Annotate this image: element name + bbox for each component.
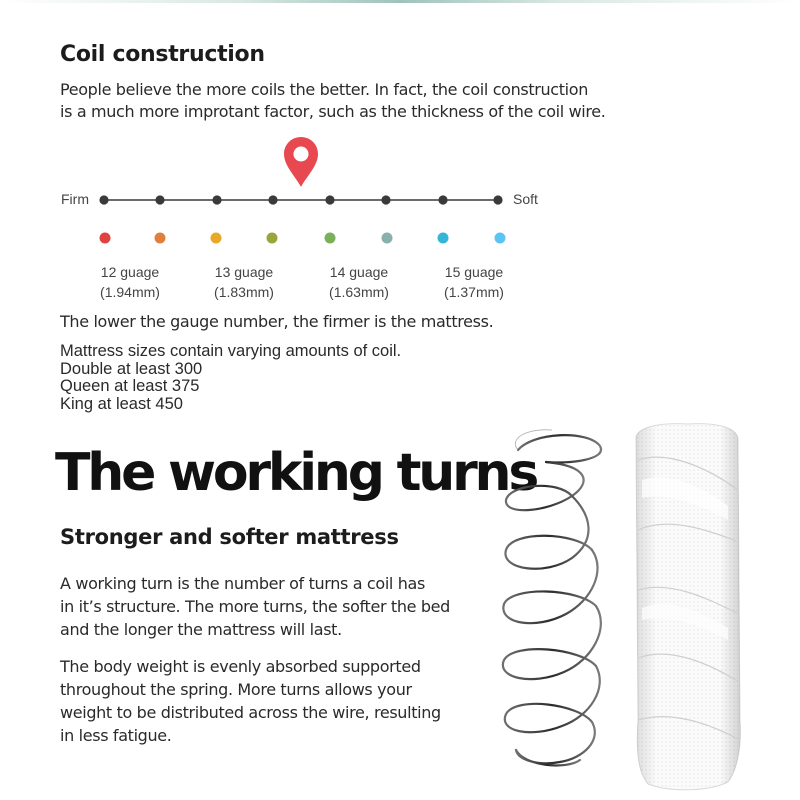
coil-spring-illustration	[488, 420, 618, 790]
paragraph-line: weight to be distributed across the wire, resulting	[60, 703, 441, 722]
intro-line: is a much more improtant factor, such as the thickness of the coil wire.	[60, 102, 606, 121]
gauge-thickness: (1.94mm)	[100, 284, 160, 300]
working-turns-subtitle: Stronger and softer mattress	[60, 525, 399, 549]
gauge-label-12	[94, 262, 166, 302]
gauge-color-dot	[382, 233, 393, 244]
gauge-number: 13 guage	[214, 264, 274, 280]
intro-line: People believe the more coils the better. In fact, the coil construction	[60, 80, 588, 99]
mattress-sizes	[60, 343, 401, 413]
gauge-note	[60, 311, 493, 333]
coil-construction-heading: Coil construction	[60, 42, 265, 67]
paragraph-line: in less fatigue.	[60, 726, 172, 745]
scale-firm-label: Firm	[61, 191, 89, 207]
gauge-note-text: The lower the gauge number, the firmer is the mattress.	[60, 312, 494, 331]
gauge-color-dot	[438, 233, 449, 244]
scale-node	[438, 195, 447, 204]
paragraph-line: and the longer the mattress will last.	[60, 620, 342, 639]
paragraph-line: throughout the spring. More turns allows your	[60, 680, 412, 699]
working-turns-paragraph-1	[60, 572, 450, 641]
working-turns-title: The working turns	[55, 443, 537, 503]
gauge-label-14	[323, 262, 395, 302]
size-item-double: Double at least 300	[60, 359, 203, 378]
scale-node	[212, 195, 221, 204]
gauge-color-dot	[495, 233, 506, 244]
scale-node	[381, 195, 390, 204]
sizes-intro: Mattress sizes contain varying amounts of coil.	[60, 342, 402, 360]
paragraph-line: in it’s structure. The more turns, the softer the bed	[60, 597, 450, 616]
gauge-thickness: (1.63mm)	[329, 284, 389, 300]
gauge-color-dot	[325, 233, 336, 244]
gauge-thickness: (1.83mm)	[214, 284, 274, 300]
paragraph-line: A working turn is the number of turns a coil has	[60, 574, 425, 593]
gauge-label-15	[438, 262, 510, 302]
gauge-number: 15 guage	[444, 264, 504, 280]
gauge-label-13	[208, 262, 280, 302]
gauge-color-dot	[100, 233, 111, 244]
paragraph-line: The body weight is evenly absorbed supported	[60, 657, 421, 676]
pocket-coil-illustration	[628, 420, 748, 792]
gauge-number: 14 guage	[329, 264, 389, 280]
location-pin-icon	[284, 137, 318, 187]
gauge-thickness: (1.37mm)	[444, 284, 504, 300]
size-item-king: King at least 450	[60, 394, 183, 413]
gauge-color-dot	[211, 233, 222, 244]
scale-node	[325, 195, 334, 204]
gauge-color-dot	[267, 233, 278, 244]
gauge-number: 12 guage	[100, 264, 160, 280]
scale-node	[493, 195, 502, 204]
working-turns-paragraph-2	[60, 655, 441, 747]
gauge-color-dot	[155, 233, 166, 244]
size-item-queen: Queen at least 375	[60, 377, 200, 395]
scale-soft-label: Soft	[513, 191, 538, 207]
firmness-scale	[0, 0, 800, 320]
scale-node	[99, 195, 108, 204]
scale-node	[268, 195, 277, 204]
scale-node	[155, 195, 164, 204]
